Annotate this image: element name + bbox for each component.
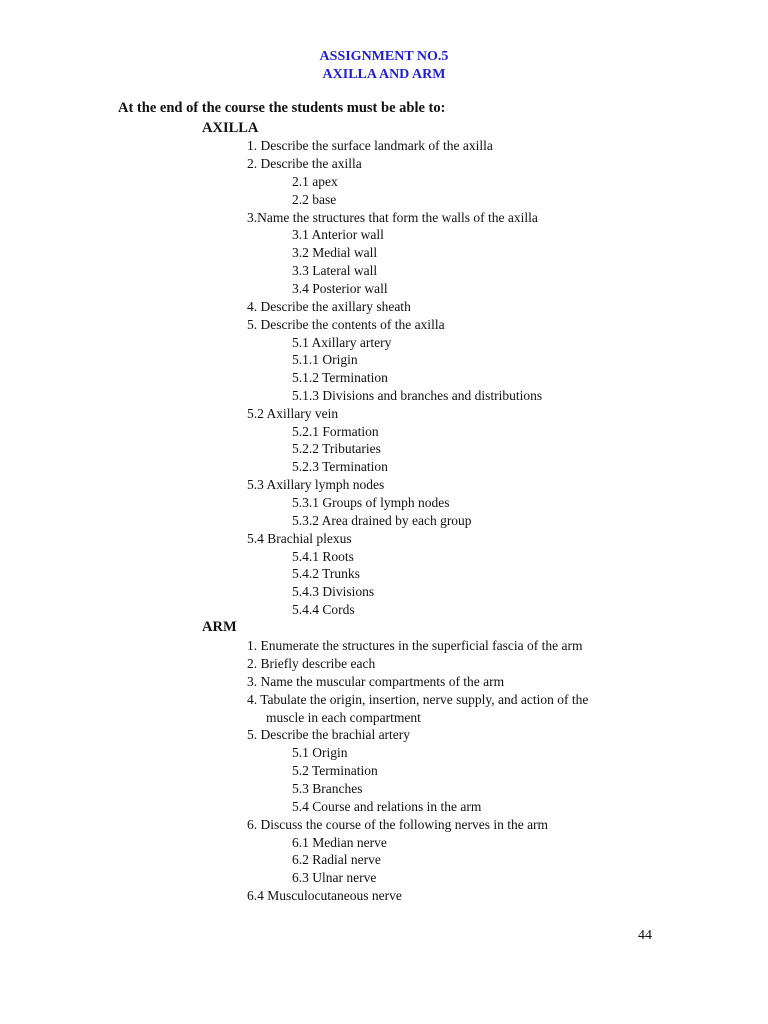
list-item: muscle in each compartment <box>266 710 421 725</box>
list-item: 2. Describe the axilla <box>247 156 362 171</box>
list-item: 5.1.2 Termination <box>292 370 388 385</box>
list-item: 5.2.2 Tributaries <box>292 441 381 456</box>
list-item: 3.2 Medial wall <box>292 245 378 260</box>
axilla-heading: AXILLA <box>202 120 259 136</box>
list-item: 3.4 Posterior wall <box>292 281 388 296</box>
list-item: 3. Name the muscular compartments of the arm <box>247 674 505 689</box>
list-item: 5.1 Axillary artery <box>292 335 392 350</box>
list-item: 6.3 Ulnar nerve <box>292 870 377 885</box>
assignment-title: ASSIGNMENT NO.5 <box>319 49 449 64</box>
list-item: 5.2.1 Formation <box>292 424 379 439</box>
list-item: 5.4.4 Cords <box>292 602 355 617</box>
list-item: 5.1.3 Divisions and branches and distributions <box>292 388 543 403</box>
list-item: 5. Describe the contents of the axilla <box>247 317 445 332</box>
list-item: 5.3 Branches <box>292 781 363 796</box>
intro-text: At the end of the course the students must be able to: <box>118 100 446 116</box>
list-item: 5.3.1 Groups of lymph nodes <box>292 495 450 510</box>
list-item: 5.2.3 Termination <box>292 459 388 474</box>
list-item: 5.4.3 Divisions <box>292 584 375 599</box>
list-item: 2.1 apex <box>292 174 338 189</box>
list-item: 3.1 Anterior wall <box>292 227 384 242</box>
list-item: 4. Tabulate the origin, insertion, nerve supply, and action of the <box>247 692 589 707</box>
list-item: 5.4 Course and relations in the arm <box>292 799 482 814</box>
list-item: 3.3 Lateral wall <box>292 263 378 278</box>
list-item: 5.4 Brachial plexus <box>247 531 352 546</box>
list-item: 5.3 Axillary lymph nodes <box>247 477 385 492</box>
list-item: 2. Briefly describe each <box>247 656 376 671</box>
list-item: 1. Enumerate the structures in the superficial fascia of the arm <box>247 638 583 653</box>
list-item: 5.1.1 Origin <box>292 352 358 367</box>
list-item: 5.2 Termination <box>292 763 378 778</box>
list-item: 4. Describe the axillary sheath <box>247 299 411 314</box>
list-item: 5. Describe the brachial artery <box>247 727 411 742</box>
list-item: 2.2 base <box>292 192 337 207</box>
list-item: 6. Discuss the course of the following nerves in the arm <box>247 817 549 832</box>
arm-heading: ARM <box>202 619 237 635</box>
list-item: 6.4 Musculocutaneous nerve <box>247 888 402 903</box>
list-item: 6.1 Median nerve <box>292 835 387 850</box>
list-item: 5.4.2 Trunks <box>292 566 360 581</box>
list-item: 1. Describe the surface landmark of the axilla <box>247 138 493 153</box>
list-item: 5.3.2 Area drained by each group <box>292 513 472 528</box>
list-item: 3.Name the structures that form the walls of the axilla <box>247 210 538 225</box>
topic-title: AXILLA AND ARM <box>322 67 446 82</box>
list-item: 5.4.1 Roots <box>292 549 354 564</box>
list-item: 5.2 Axillary vein <box>247 406 339 421</box>
list-item: 5.1 Origin <box>292 745 348 760</box>
list-item: 6.2 Radial nerve <box>292 852 381 867</box>
page-number: 44 <box>638 928 652 943</box>
